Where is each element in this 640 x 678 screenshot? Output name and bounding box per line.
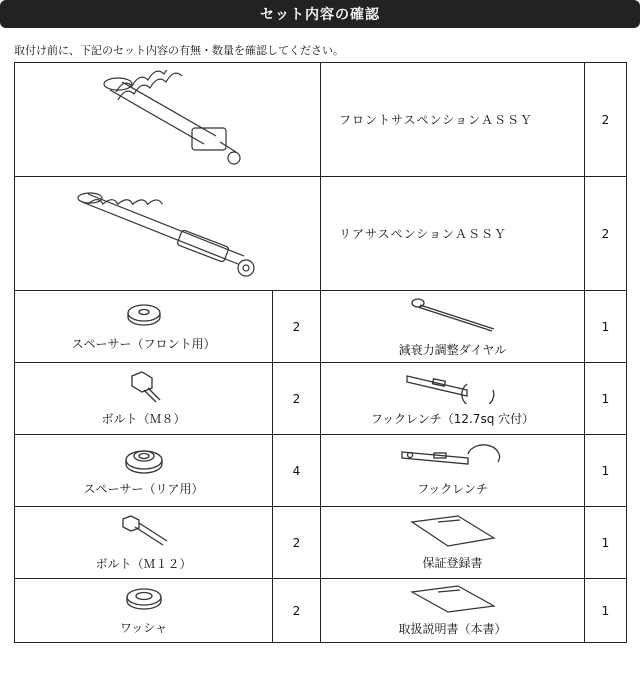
- warranty-card-icon: [408, 514, 498, 548]
- washer-icon: [123, 585, 165, 613]
- item-name: ボルト（Ｍ１２）: [95, 557, 192, 571]
- table-row: [15, 177, 627, 291]
- item-name: 減衰力調整ダイヤル: [398, 343, 507, 357]
- item-name: スペーサー（リア用）: [83, 482, 204, 496]
- contents-table: [14, 62, 627, 643]
- front-suspension-icon: [88, 70, 248, 170]
- item-name: 取扱説明書（本書）: [398, 622, 507, 636]
- m8-bolt-icon: [126, 370, 162, 404]
- item-qty: 2: [585, 63, 627, 177]
- hook-wrench-icon: [398, 444, 508, 474]
- item-name: スペーサー（フロント用）: [71, 337, 216, 351]
- damping-dial-icon: [408, 295, 498, 335]
- hook-wrench-hole-icon: [403, 370, 503, 404]
- table-row: [15, 507, 627, 579]
- table-row: [15, 579, 627, 643]
- header-title: セット内容の確認: [260, 7, 380, 23]
- item-qty: 1: [585, 435, 627, 507]
- item-name: ワッシャ: [119, 621, 168, 635]
- item-qty: 1: [585, 507, 627, 579]
- item-qty: 2: [273, 507, 321, 579]
- rear-suspension-icon: [68, 184, 268, 284]
- front-spacer-icon: [124, 301, 164, 329]
- item-name: リアサスペンションＡＳＳＹ: [321, 177, 585, 291]
- page-header: [0, 0, 640, 28]
- item-name: フックレンチ（12.7sq 穴付）: [370, 412, 535, 426]
- m12-bolt-icon: [119, 513, 169, 549]
- item-qty: 2: [273, 363, 321, 435]
- table-row: [15, 435, 627, 507]
- item-qty: 1: [585, 363, 627, 435]
- item-qty: 1: [585, 579, 627, 643]
- rear-spacer-icon: [122, 444, 166, 474]
- item-qty: 2: [273, 291, 321, 363]
- table-row: [15, 63, 627, 177]
- item-qty: 2: [585, 177, 627, 291]
- item-name: 保証登録書: [422, 556, 483, 570]
- item-qty: 2: [273, 579, 321, 643]
- intro-text: 取付け前に、下記のセット内容の有無・数量を確認してください。: [14, 44, 344, 57]
- table-row: [15, 291, 627, 363]
- manual-icon: [408, 584, 498, 614]
- item-name: フックレンチ: [417, 482, 488, 496]
- table-row: [15, 363, 627, 435]
- item-qty: 1: [585, 291, 627, 363]
- item-name: ボルト（Ｍ８）: [101, 412, 186, 426]
- item-qty: 4: [273, 435, 321, 507]
- item-name: フロントサスペンションＡＳＳＹ: [321, 63, 585, 177]
